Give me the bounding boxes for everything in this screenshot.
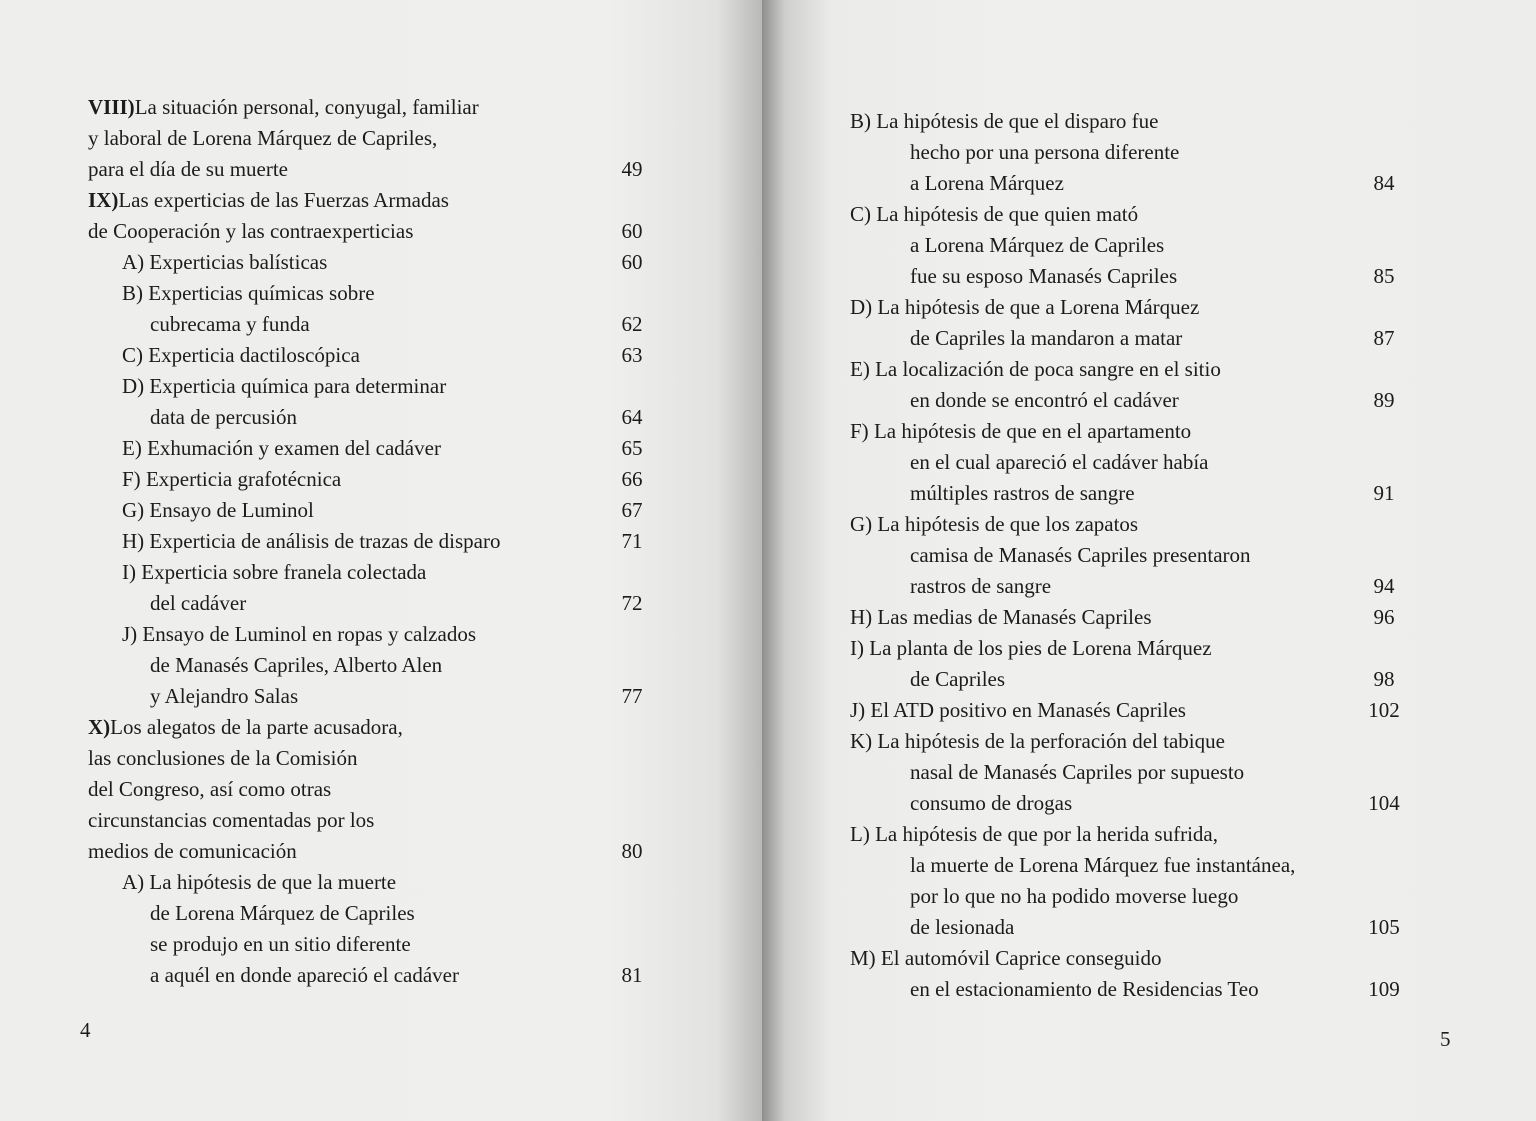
toc-title-text: de Manasés Capriles, Alberto Alen <box>150 653 443 677</box>
toc-label: G) <box>850 512 873 536</box>
toc-entry-line <box>0 774 762 805</box>
toc-title-text: de Lorena Márquez de Capriles <box>150 901 415 925</box>
toc-entry-line <box>762 912 1536 943</box>
toc-title-text: La hipótesis de que los zapatos <box>877 512 1139 536</box>
toc-label: C) <box>850 202 871 226</box>
toc-entry-line <box>762 323 1536 354</box>
toc-title-text: rastros de sangre <box>910 574 1052 598</box>
toc-page-number: 60 <box>621 219 643 243</box>
toc-title-text: múltiples rastros de sangre <box>910 481 1135 505</box>
toc-page-number: 66 <box>621 467 643 491</box>
toc-title-text: de Capriles la mandaron a matar <box>910 326 1183 350</box>
toc-entry-line <box>0 123 762 154</box>
toc-title-text: y Alejandro Salas <box>150 684 299 708</box>
toc-page-number: 71 <box>621 529 643 553</box>
toc-entry <box>762 199 1536 292</box>
toc-label: C) <box>122 343 143 367</box>
toc-title-text: medios de comunicación <box>88 839 297 863</box>
right-page <box>762 0 1536 1121</box>
toc-entry <box>0 464 762 495</box>
toc-entry-line <box>762 137 1536 168</box>
toc-numeral: VIII) <box>88 95 135 119</box>
toc-title-text: El automóvil Caprice conseguido <box>880 946 1162 970</box>
toc-entry-line <box>762 788 1536 819</box>
toc-title-text: consumo de drogas <box>910 791 1073 815</box>
toc-label: B) <box>850 109 871 133</box>
toc-title-text: circunstancias comentadas por los <box>88 808 375 832</box>
toc-title-text: cubrecama y funda <box>150 312 310 336</box>
toc-entry <box>0 712 762 867</box>
toc-entry-line <box>762 385 1536 416</box>
toc-entry <box>762 819 1536 943</box>
toc-entry <box>0 526 762 557</box>
toc-title-text: de Capriles <box>910 667 1006 691</box>
toc-entry-line <box>762 447 1536 478</box>
toc-entry-line <box>762 354 1536 385</box>
toc-title-text: fue su esposo Manasés Capriles <box>910 264 1178 288</box>
toc-entry <box>0 247 762 278</box>
toc-title-text: Experticia de análisis de trazas de disparo <box>149 529 501 553</box>
toc-entry <box>762 602 1536 633</box>
toc-list-left <box>0 92 762 991</box>
toc-title-text: Experticia dactiloscópica <box>148 343 360 367</box>
toc-entry <box>0 619 762 712</box>
toc-page-number: 98 <box>1373 667 1395 691</box>
toc-entry-line <box>762 974 1536 1005</box>
toc-title-text: La hipótesis de que en el apartamento <box>873 419 1192 443</box>
toc-entry-line <box>762 850 1536 881</box>
toc-entry-line <box>762 416 1536 447</box>
toc-page-number: 77 <box>621 684 643 708</box>
toc-page-number: 80 <box>621 839 643 863</box>
toc-title-text: a Lorena Márquez de Capriles <box>910 233 1165 257</box>
toc-title-text: para el día de su muerte <box>88 157 288 181</box>
toc-list-right <box>762 106 1536 1005</box>
toc-entry-line <box>762 509 1536 540</box>
toc-entry-line <box>762 199 1536 230</box>
toc-entry-line <box>0 650 762 681</box>
toc-title-text: Experticias balísticas <box>149 250 328 274</box>
toc-entry-line <box>0 867 762 898</box>
toc-title-text: La hipótesis de que la muerte <box>149 870 397 894</box>
toc-page-number: 91 <box>1373 481 1395 505</box>
toc-page-number: 63 <box>621 343 643 367</box>
toc-page-number: 60 <box>621 250 643 274</box>
toc-entry-line <box>0 185 762 216</box>
toc-entry <box>0 185 762 247</box>
toc-entry <box>0 340 762 371</box>
toc-title-text: La hipótesis de que por la herida sufrida, <box>875 822 1218 846</box>
toc-label: H) <box>122 529 145 553</box>
toc-label: A) <box>122 870 145 894</box>
toc-title-text: del Congreso, así como otras <box>88 777 332 801</box>
toc-title-text: Exhumación y examen del cadáver <box>147 436 441 460</box>
toc-entry <box>0 92 762 185</box>
toc-title-text: Las medias de Manasés Capriles <box>877 605 1152 629</box>
toc-entry-line <box>0 805 762 836</box>
toc-title-text: La hipótesis de que a Lorena Márquez <box>877 295 1200 319</box>
toc-entry-line <box>762 819 1536 850</box>
toc-title-text: La localización de poca sangre en el sitio <box>875 357 1221 381</box>
page-number-left: 4 <box>80 1018 91 1042</box>
toc-title-text: Los alegatos de la parte acusadora, <box>110 715 403 739</box>
toc-page-number: 109 <box>1368 977 1400 1001</box>
toc-label: D) <box>122 374 145 398</box>
toc-title-text: a aquél en donde apareció el cadáver <box>150 963 459 987</box>
toc-title-text: La hipótesis de la perforación del tabique <box>877 729 1225 753</box>
toc-entry-line <box>762 881 1536 912</box>
toc-page-number: 84 <box>1373 171 1395 195</box>
toc-numeral: X) <box>88 715 111 739</box>
toc-entry <box>762 943 1536 1005</box>
toc-entry-line <box>762 540 1536 571</box>
toc-entry-line <box>762 230 1536 261</box>
toc-title-text: por lo que no ha podido moverse luego <box>910 884 1239 908</box>
toc-entry-line <box>0 712 762 743</box>
toc-title-text: Experticia química para determinar <box>149 374 447 398</box>
toc-page-number: 64 <box>621 405 643 429</box>
toc-label: I) <box>122 560 136 584</box>
toc-label: I) <box>850 636 864 660</box>
toc-title-text: y laboral de Lorena Márquez de Capriles, <box>88 126 438 150</box>
toc-entry-line <box>0 898 762 929</box>
toc-title-text: Experticia grafotécnica <box>145 467 342 491</box>
toc-entry-line <box>0 92 762 123</box>
toc-label: L) <box>850 822 870 846</box>
toc-label: E) <box>850 357 870 381</box>
toc-numeral: IX) <box>88 188 119 212</box>
toc-entry <box>0 371 762 433</box>
toc-entry-line <box>762 695 1536 726</box>
toc-entry-line <box>762 106 1536 137</box>
toc-entry <box>762 695 1536 726</box>
toc-entry <box>0 557 762 619</box>
toc-entry <box>762 416 1536 509</box>
toc-entry-line <box>762 292 1536 323</box>
toc-title-text: en donde se encontró el cadáver <box>910 388 1179 412</box>
toc-entry <box>762 726 1536 819</box>
toc-entry-line <box>762 168 1536 199</box>
toc-page-number: 81 <box>621 963 643 987</box>
left-page <box>0 0 762 1121</box>
toc-entry <box>0 433 762 464</box>
toc-label: J) <box>122 622 138 646</box>
toc-title-text: La planta de los pies de Lorena Márquez <box>869 636 1212 660</box>
toc-title-text: Experticias químicas sobre <box>148 281 375 305</box>
toc-title-text: La hipótesis de que el disparo fue <box>876 109 1159 133</box>
toc-label: M) <box>850 946 876 970</box>
toc-entry <box>762 106 1536 199</box>
toc-title-text: a Lorena Márquez <box>910 171 1064 195</box>
toc-entry <box>762 292 1536 354</box>
toc-entry-line <box>0 371 762 402</box>
toc-page-number: 72 <box>621 591 643 615</box>
toc-entry-line <box>0 929 762 960</box>
toc-entry <box>762 509 1536 602</box>
toc-entry-line <box>762 664 1536 695</box>
toc-title-text: El ATD positivo en Manasés Capriles <box>870 698 1186 722</box>
toc-entry <box>762 354 1536 416</box>
toc-entry-line <box>762 633 1536 664</box>
toc-entry-line <box>762 726 1536 757</box>
toc-title-text: Experticia sobre franela colectada <box>141 560 427 584</box>
toc-page-number: 94 <box>1373 574 1395 598</box>
toc-entry <box>762 633 1536 695</box>
toc-title-text: del cadáver <box>150 591 247 615</box>
toc-entry-line <box>762 602 1536 633</box>
toc-entry <box>0 278 762 340</box>
toc-label: J) <box>850 698 866 722</box>
toc-entry <box>0 867 762 991</box>
toc-entry-line <box>762 478 1536 509</box>
toc-label: A) <box>122 250 145 274</box>
toc-title-text: las conclusiones de la Comisión <box>88 746 358 770</box>
toc-page-number: 89 <box>1373 388 1395 412</box>
toc-title-text: Ensayo de Luminol <box>149 498 314 522</box>
toc-title-text: camisa de Manasés Capriles presentaron <box>910 543 1251 567</box>
toc-title-text: de Cooperación y las contraexperticias <box>88 219 414 243</box>
toc-entry-line <box>0 743 762 774</box>
toc-entry-line <box>762 261 1536 292</box>
toc-entry-line <box>0 619 762 650</box>
toc-title-text: data de percusión <box>150 405 297 429</box>
toc-title-text: La situación personal, conyugal, familiar <box>134 95 479 119</box>
toc-entry-line <box>0 557 762 588</box>
toc-title-text: hecho por una persona diferente <box>910 140 1180 164</box>
toc-page-number: 62 <box>621 312 643 336</box>
page-number-right: 5 <box>1440 1027 1451 1051</box>
toc-page-number: 65 <box>621 436 643 460</box>
toc-title-text: Las experticias de las Fuerzas Armadas <box>118 188 449 212</box>
toc-page-number: 49 <box>621 157 643 181</box>
toc-title-text: La hipótesis de que quien mató <box>876 202 1139 226</box>
toc-page-number: 85 <box>1373 264 1395 288</box>
toc-title-text: de lesionada <box>910 915 1015 939</box>
toc-entry-line <box>762 571 1536 602</box>
toc-page-number: 96 <box>1373 605 1395 629</box>
toc-title-text: Ensayo de Luminol en ropas y calzados <box>142 622 476 646</box>
toc-page-number: 105 <box>1368 915 1400 939</box>
toc-label: F) <box>850 419 869 443</box>
toc-entry <box>0 495 762 526</box>
toc-title-text: en el estacionamiento de Residencias Teo <box>910 977 1259 1001</box>
toc-label: D) <box>850 295 873 319</box>
toc-page-number: 67 <box>621 498 643 522</box>
toc-entry-line <box>762 943 1536 974</box>
toc-title-text: nasal de Manasés Capriles por supuesto <box>910 760 1245 784</box>
toc-entry-line <box>0 278 762 309</box>
toc-label: E) <box>122 436 142 460</box>
toc-entry-line <box>762 757 1536 788</box>
toc-title-text: se produjo en un sitio diferente <box>150 932 411 956</box>
toc-page-number: 102 <box>1368 698 1400 722</box>
toc-title-text: en el cual apareció el cadáver había <box>910 450 1209 474</box>
toc-label: K) <box>850 729 873 753</box>
toc-page-number: 87 <box>1373 326 1395 350</box>
toc-title-text: la muerte de Lorena Márquez fue instantánea, <box>910 853 1296 877</box>
toc-label: G) <box>122 498 145 522</box>
toc-label: H) <box>850 605 873 629</box>
toc-label: F) <box>122 467 141 491</box>
toc-label: B) <box>122 281 143 305</box>
toc-page-number: 104 <box>1368 791 1400 815</box>
